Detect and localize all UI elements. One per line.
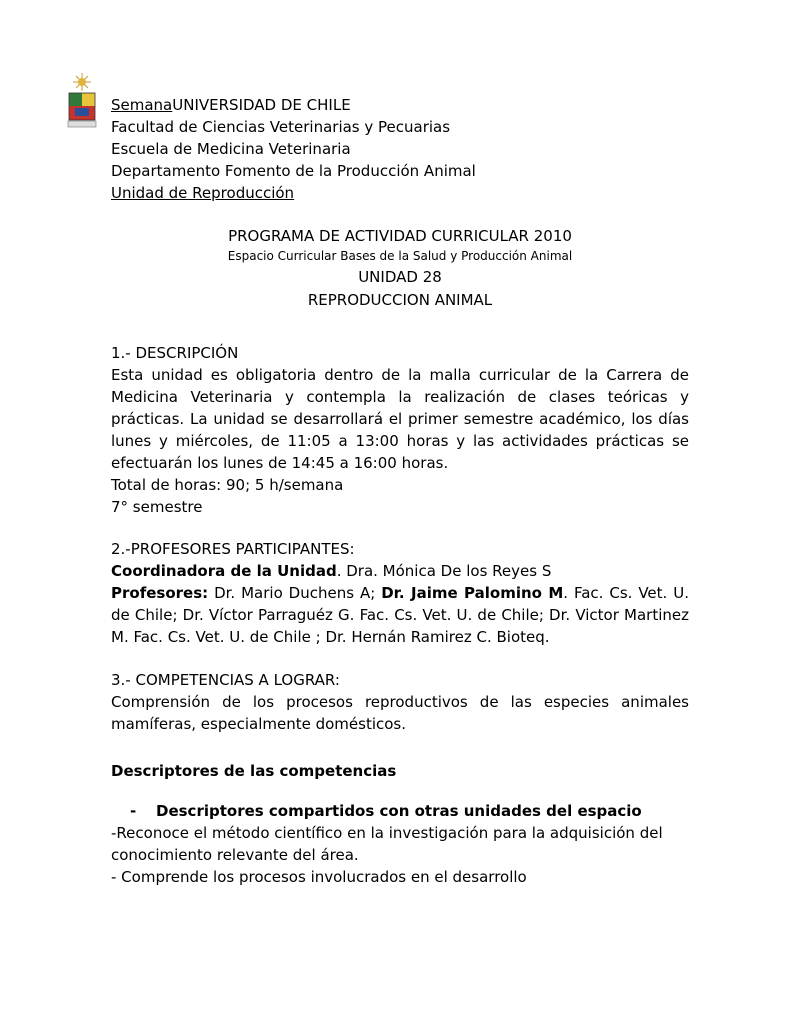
- descriptors-bullet: [130, 800, 690, 822]
- competencies-paragraph: Comprensión de los procesos reproductivos de las especies animales mamíferas, especialmente domésticos.: [111, 693, 689, 733]
- coordinator-line: [111, 560, 689, 582]
- section-competencies: [111, 669, 689, 735]
- professors-list-part1: Dr. Mario Duchens A;: [208, 584, 382, 602]
- descriptor-item: - Comprende los procesos involucrados en el desarrollo: [111, 868, 527, 886]
- department-name: Departamento Fomento de la Producción Animal: [111, 162, 476, 180]
- scroll-icon: [68, 121, 96, 127]
- section-heading: 3.- COMPETENCIAS A LOGRAR:: [111, 671, 340, 689]
- descriptors-list: [111, 822, 691, 888]
- faculty-name: Facultad de Ciencias Veterinarias y Pecuarias: [111, 118, 451, 136]
- professors-list-part2: . Fac. Cs. Vet. U. de Chile; Dr. Víctor Parraguéz G. Fac. Cs. Vet. U. de Chile; Dr. Victor Martinez M. Fac. Cs. Vet. U. de Chile ; Dr. Hernán Ramirez C. Bioteq.: [111, 584, 689, 646]
- semester: 7° semestre: [111, 498, 203, 516]
- unit-number-title: UNIDAD 28: [358, 268, 442, 286]
- university-crest-logo: [66, 72, 98, 132]
- university-name: UNIVERSIDAD DE CHILE: [172, 96, 351, 114]
- section-description: [111, 342, 689, 518]
- section-heading: 2.-PROFESORES PARTICIPANTES:: [111, 540, 355, 558]
- curricular-space-title: Espacio Curricular Bases de la Salud y Producción Animal: [227, 249, 573, 263]
- section-heading: 1.- DESCRIPCIÓN: [111, 344, 239, 362]
- header-prefix: Semana: [111, 96, 173, 114]
- subject-title: REPRODUCCION ANIMAL: [307, 291, 493, 309]
- program-title: PROGRAMA DE ACTIVIDAD CURRICULAR 2010: [228, 227, 572, 245]
- description-paragraph: Esta unidad es obligatoria dentro de la malla curricular de la Carrera de Medicina Veterinaria y contempla la realización de clases teóricas y prácticas. La unidad se desarrollará el primer semestre académico, los días lunes y miércoles, de 11:05 a 13:00 horas y las actividades prácticas se efectuarán los lunes de 14:45 a 16:00 horas.: [111, 366, 689, 472]
- descriptor-item: -Reconoce el método científico en la investigación para la adquisición del conocimiento relevante del área.: [111, 824, 663, 864]
- section-professors: [111, 538, 689, 648]
- total-hours: Total de horas: 90; 5 h/semana: [111, 476, 344, 494]
- unit-name: Unidad de Reproducción: [111, 184, 295, 202]
- professors-paragraph: [111, 582, 689, 648]
- bullet-heading: Descriptores compartidos con otras unidades del espacio: [156, 802, 642, 820]
- institution-header: [111, 94, 476, 204]
- descriptors-heading: Descriptores de las competencias: [111, 762, 397, 780]
- professors-label: Profesores:: [111, 584, 209, 602]
- coordinator-name: . Dra. Mónica De los Reyes S: [336, 562, 552, 580]
- school-name: Escuela de Medicina Veterinaria: [111, 140, 351, 158]
- shield-icon: [69, 93, 95, 120]
- professor-highlight: Dr. Jaime Palomino M: [381, 584, 564, 602]
- sun-icon: [78, 78, 86, 86]
- bullet-dash: -: [130, 802, 137, 820]
- header-line-university: [111, 94, 476, 116]
- coordinator-label: Coordinadora de la Unidad: [111, 562, 337, 580]
